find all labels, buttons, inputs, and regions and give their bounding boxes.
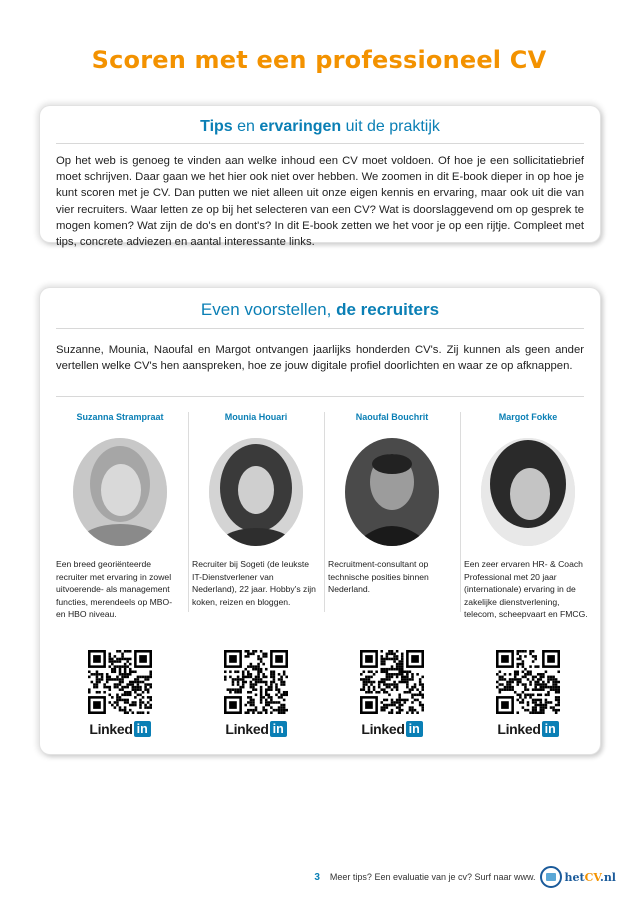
recruiter-bio: Een zeer ervaren HR- & Coach Professional met 20 jaar (internationale) ervaring in de zakelijke dienstverlening, telecom, scheepvaart en FMCG. [464, 559, 588, 620]
linkedin-in-icon: in [542, 721, 559, 737]
page-title: Scoren met een professioneel CV [91, 46, 547, 74]
recruiter-bio: Recruitment-consultant op technische posities binnen Nederland. [328, 559, 429, 595]
title-praktijk: uit de praktijk [341, 118, 440, 135]
column-divider [324, 412, 325, 612]
recruiter-name: Suzanna Strampraat [76, 412, 164, 422]
page-number: 3 [314, 871, 320, 883]
divider [56, 328, 584, 329]
recruiter-margot [464, 412, 592, 738]
title-tips: Tips [200, 118, 233, 135]
column-divider [460, 412, 461, 612]
divider [56, 143, 584, 144]
qr-code[interactable] [224, 650, 288, 714]
linkedin-text: Linked [89, 721, 133, 737]
brand-het: het [564, 870, 585, 884]
brand-cv: CV [584, 870, 600, 884]
linkedin-text: Linked [225, 721, 269, 737]
recruiters-card-title [40, 300, 600, 320]
hetcv-brand[interactable] [565, 871, 616, 884]
recruiter-name: Naoufal Bouchrit [355, 412, 429, 422]
recruiter-name: Margot Fokke [498, 412, 558, 422]
recruiter-photo [481, 438, 575, 546]
linkedin-text: Linked [361, 721, 405, 737]
hetcv-logo-icon[interactable] [540, 866, 562, 888]
recruiter-name: Mounia Houari [224, 412, 288, 422]
recruiters-card [40, 288, 600, 754]
linkedin-in-icon: in [406, 721, 423, 737]
linkedin-logo[interactable] [87, 720, 153, 738]
recruiters-intro: Suzanne, Mounia, Naoufal en Margot ontvangen jaarlijks honderden CV's. Zij kunnen als geen ander vertellen welke CV's hen aanspreken, hoe ze jouw digitale profiel doorlichten en waar ze op afknappen. [56, 344, 584, 373]
title-recruiters: de recruiters [336, 300, 440, 319]
recruiter-photo [209, 438, 303, 546]
recruiter-mounia [192, 412, 320, 738]
column-divider [188, 412, 189, 612]
qr-code[interactable] [360, 650, 424, 714]
qr-code[interactable] [88, 650, 152, 714]
tips-card [40, 106, 600, 249]
footer-text: Meer tips? Een evaluatie van je cv? Surf naar www. [329, 872, 536, 882]
linkedin-text: Linked [497, 721, 541, 737]
recruiter-photo [345, 438, 439, 546]
tips-card-title [40, 118, 600, 136]
linkedin-in-icon: in [134, 721, 151, 737]
recruiter-suzanna [56, 412, 184, 738]
brand-nl: .nl [599, 870, 616, 884]
title-ervaringen: ervaringen [259, 118, 342, 135]
recruiter-naoufal [328, 412, 456, 738]
linkedin-logo[interactable] [495, 720, 561, 738]
linkedin-in-icon: in [270, 721, 287, 737]
tips-body: Op het web is genoeg te vinden aan welke inhoud een CV moet voldoen. Of hoe je een sollicitatiebrief moet schrijven. Daar gaan we het hier ook niet over hebben. We zoomen in dit E-book dieper in op hoe je kunt scoren met je CV. Dan putten we niet alleen uit onze eigen kennis en ervaring, maar ook uit die van vier recruiters. Waar letten ze op bij het selecteren van een CV? Wat is doorslaggevend om op gesprek te mogen komen? Wat zijn de do's en dont's? In dit E-book zetten we het voor je op een rijtje. Compleet met tips, concrete adviezen en aantal interessante links. [56, 155, 584, 249]
recruiter-bio: Een breed georiënteerde recruiter met ervaring in zowel uitvoerende- als management functies, merendeels op MBO- en HBO niveau. [56, 559, 173, 620]
linkedin-logo[interactable] [359, 720, 425, 738]
linkedin-logo[interactable] [223, 720, 289, 738]
recruiter-photo [73, 438, 167, 546]
recruiter-bio: Recruiter bij Sogeti (de leukste IT-Dienstverlener van Nederland), 22 jaar. Hobby's zijn koken, reizen en bloggen. [192, 559, 316, 607]
page-footer [314, 866, 616, 888]
divider [56, 396, 584, 397]
qr-code[interactable] [496, 650, 560, 714]
title-en: en [232, 118, 260, 135]
title-voorstellen: Even voorstellen, [200, 300, 337, 319]
